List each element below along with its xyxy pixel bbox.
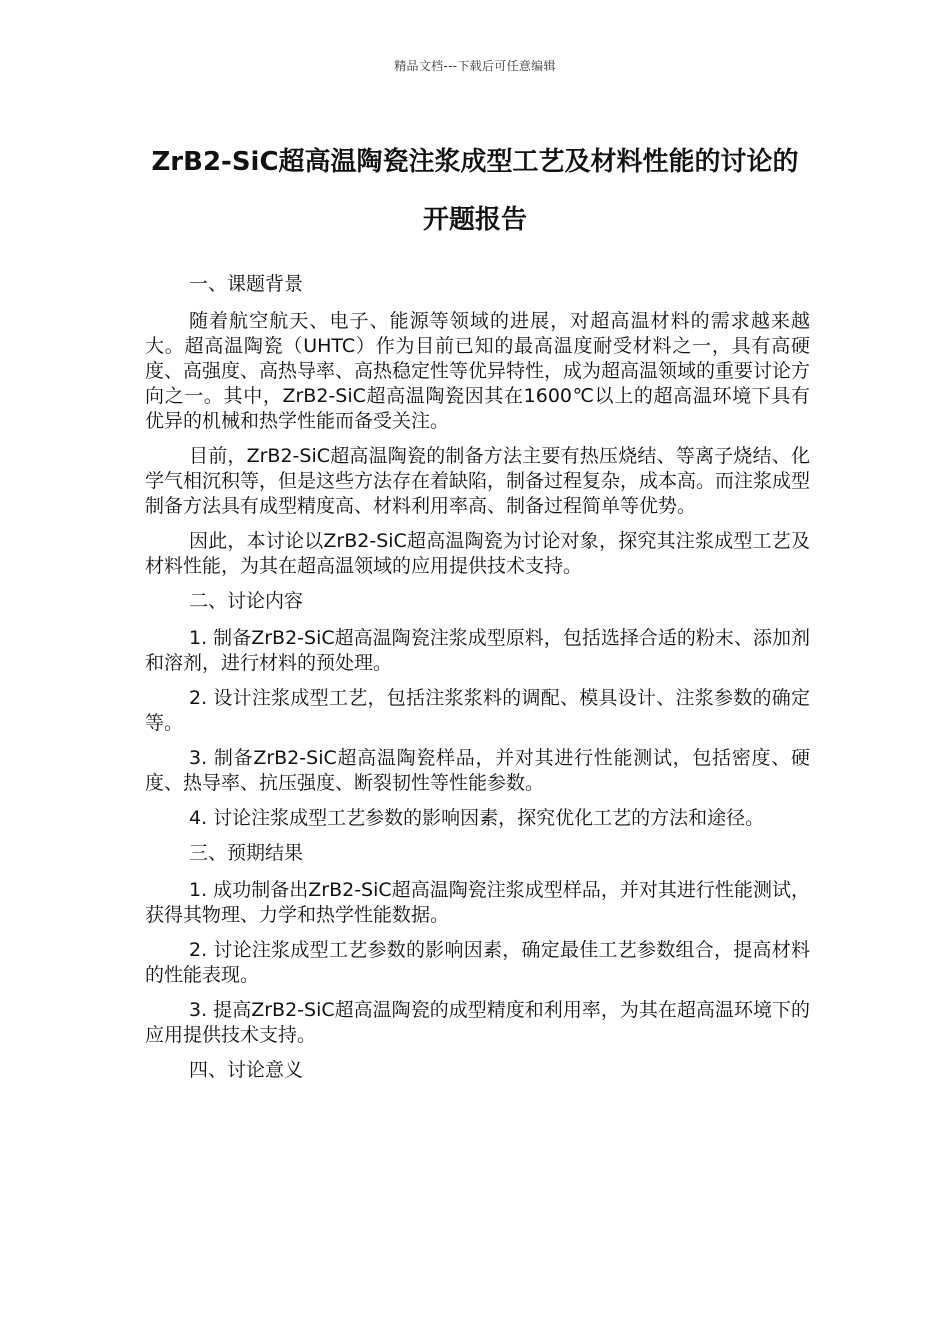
list-item: 1. 制备ZrB2-SiC超高温陶瓷注浆成型原料，包括选择合适的粉末、添加剂和溶剂，进行材料的预处理。 bbox=[145, 627, 810, 674]
section-heading-expected-results: 三、预期结果 bbox=[189, 842, 304, 864]
document-body bbox=[145, 272, 810, 1095]
page-header: 精品文档---下载后可任意编辑 bbox=[394, 59, 556, 73]
list-item: 2. 讨论注浆成型工艺参数的影响因素，确定最佳工艺参数组合，提高材料的性能表现。 bbox=[145, 939, 810, 986]
section-heading-background: 一、课题背景 bbox=[189, 273, 304, 295]
paragraph: 随着航空航天、电子、能源等领域的进展，对超高温材料的需求越来越大。超高温陶瓷（UHTC）作为目前已知的最高温度耐受材料之一，具有高硬度、高强度、高热导率、高热稳定性等优异特性，成为超高温领域的重要讨论方向之一。其中，ZrB2-SiC超高温陶瓷因其在1600℃以上的超高温环境下具有优异的机械和热学性能而备受关注。 bbox=[145, 310, 811, 432]
list-item: 3. 提高ZrB2-SiC超高温陶瓷的成型精度和利用率，为其在超高温环境下的应用提供技术支持。 bbox=[145, 999, 810, 1046]
document-title: ZrB2-SiC超高温陶瓷注浆成型工艺及材料性能的讨论的开题报告 bbox=[151, 147, 799, 235]
list-item: 4. 讨论注浆成型工艺参数的影响因素，探究优化工艺的方法和途径。 bbox=[189, 807, 765, 829]
section-heading-content: 二、讨论内容 bbox=[189, 590, 304, 612]
list-item: 2. 设计注浆成型工艺，包括注浆浆料的调配、模具设计、注浆参数的确定等。 bbox=[145, 687, 810, 734]
list-item: 1. 成功制备出ZrB2-SiC超高温陶瓷注浆成型样品，并对其进行性能测试，获得其物理、力学和热学性能数据。 bbox=[145, 879, 810, 926]
section-heading-significance: 四、讨论意义 bbox=[189, 1059, 304, 1081]
paragraph: 因此，本讨论以ZrB2-SiC超高温陶瓷为讨论对象，探究其注浆成型工艺及材料性能，为其在超高温领域的应用提供技术支持。 bbox=[145, 530, 810, 577]
list-item: 3. 制备ZrB2-SiC超高温陶瓷样品，并对其进行性能测试，包括密度、硬度、热导率、抗压强度、断裂韧性等性能参数。 bbox=[145, 747, 810, 794]
paragraph: 目前，ZrB2-SiC超高温陶瓷的制备方法主要有热压烧结、等离子烧结、化学气相沉积等，但是这些方法存在着缺陷，制备过程复杂，成本高。而注浆成型制备方法具有成型精度高、材料利用率高、制备过程简单等优势。 bbox=[145, 445, 811, 517]
